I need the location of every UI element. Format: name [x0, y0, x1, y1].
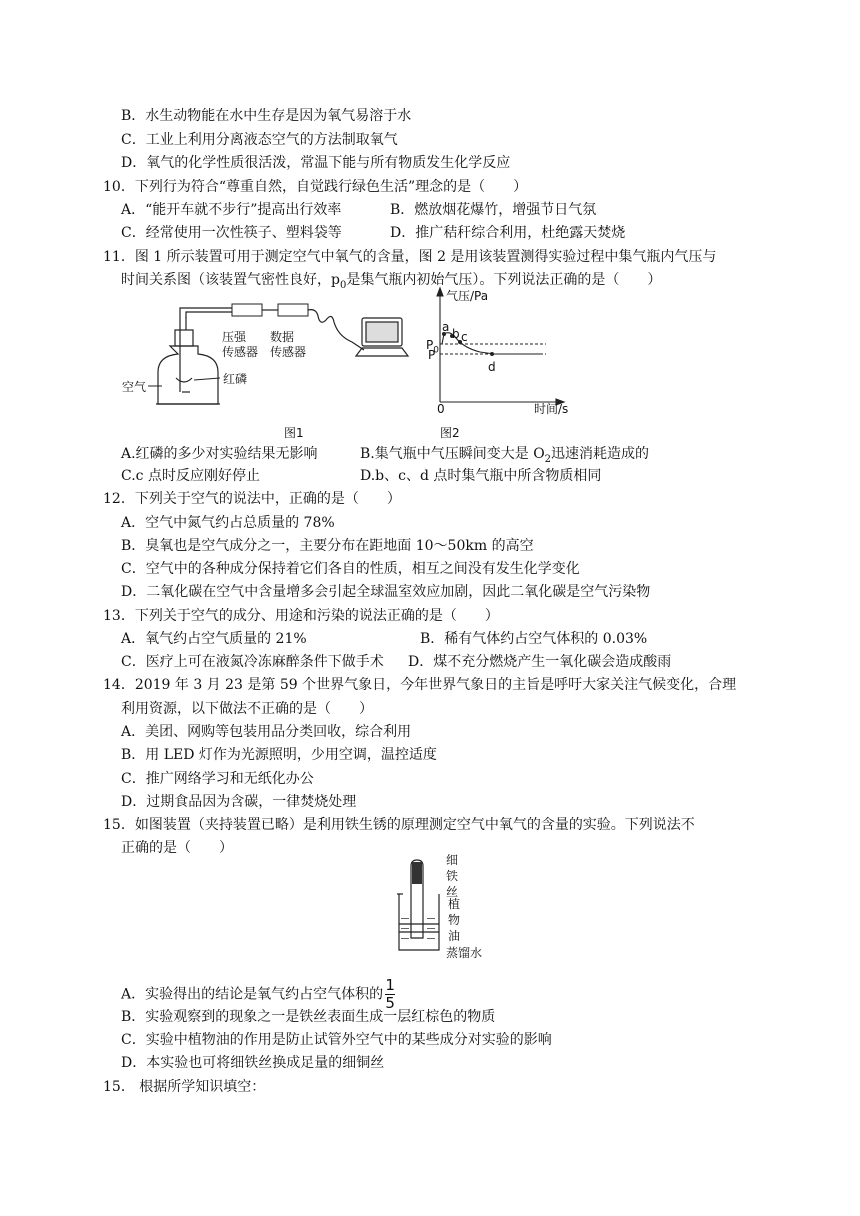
q10-option-a: A．“能开车就不步行”提高出行效率	[121, 202, 342, 218]
q13-option-b: B．稀有气体约占空气体积的 0.03%	[420, 631, 648, 647]
q14-stem-line2: 利用资源，以下做法不正确的是（ ）	[121, 701, 373, 717]
q14-stem-line1: 14．2019 年 3 月 23 是第 59 个世界气象日，今年世界气象日的主旨是呼吁大家关注气候变化，合理	[103, 677, 737, 693]
q15-option-b: B．实验观察到的现象之一是铁丝表面生成一层红棕色的物质	[121, 1009, 496, 1025]
q13-stem: 13．下列关于空气的成分、用途和污染的说法正确的是（ ）	[103, 608, 499, 624]
graph-ylabel: 气压/Pa	[446, 289, 489, 303]
figure-1-apparatus	[120, 292, 420, 442]
q11-stem-line1: 11．图 1 所示装置可用于测定空气中氧气的含量，图 2 是用该装置测得实验过程中集气瓶内气压与	[103, 249, 717, 265]
iron-wire-label-3: 丝	[446, 885, 459, 899]
fraction-denominator: 5	[385, 994, 395, 1012]
data-sensor-label	[270, 330, 306, 360]
iron-wire-label-1: 细	[446, 853, 459, 867]
q11-option-a: A.红磷的多少对实验结果无影响	[121, 446, 318, 462]
plant-oil-label	[448, 896, 460, 944]
q12-option-a: A．空气中氮气约占总质量的 78%	[121, 515, 335, 531]
q13-option-c: C．医疗上可在液氮冷冻麻醉条件下做手术	[121, 654, 384, 670]
graph-xlabel: 时间/s	[534, 402, 569, 416]
plant-oil-label-2: 物	[448, 913, 461, 927]
q9-option-c: C．工业上利用分离液态空气的方法制取氧气	[121, 132, 398, 148]
beaker	[399, 894, 439, 950]
q9-option-d: D．氧气的化学性质很活泼，常温下能与所有物质发生化学反应	[121, 155, 511, 171]
fraction-numerator: 1	[385, 976, 395, 994]
q14-option-b: B．用 LED 灯作为光源照明，少用空调，温控适度	[121, 747, 437, 763]
p0-letter: P	[426, 338, 434, 352]
q14-option-a: A．美团、网购等包装用品分类回收，综合利用	[121, 724, 412, 740]
point-d	[490, 352, 494, 356]
q10-option-b: B．燃放烟花爆竹，增强节日气氛	[390, 202, 597, 218]
q10-option-c: C．经常使用一次性筷子、塑料袋等	[121, 225, 342, 241]
q11-option-b	[360, 445, 649, 469]
q15-option-c: C．实验中植物油的作用是防止试管外空气中的某些成分对实验的影响	[121, 1032, 552, 1048]
data-sensor-box	[278, 304, 308, 316]
figure-1-caption: 图1	[284, 426, 304, 440]
q10-option-d: D．推广秸秆综合利用，杜绝露天焚烧	[390, 225, 626, 241]
red-phosphorus-label: 红磷	[223, 372, 248, 386]
iron-wire-apparatus	[395, 858, 445, 958]
q16-stem: 15． 根据所学知识填空：	[103, 1079, 266, 1095]
pressure-sensor-label	[222, 330, 258, 360]
q11-option-b-sub: 2	[544, 453, 552, 465]
q15-option-a-text: A．实验得出的结论是氧气约占空气体积的	[121, 986, 384, 1003]
q13-option-a: A．氧气约占空气质量的 21%	[121, 631, 307, 647]
one-fifth-fraction	[385, 978, 395, 1011]
q11-stem-text-a: 时间关系图（该装置气密性良好，p	[121, 272, 340, 288]
q10-stem: 10．下列行为符合“尊重自然，自觉践行绿色生活”理念的是（ ）	[103, 179, 528, 195]
phosphorus-pointer	[194, 378, 220, 380]
iron-wire-label	[446, 852, 458, 900]
iron-wire-coil	[412, 862, 422, 884]
data-sensor-label-line2: 传感器	[270, 345, 307, 359]
q11-option-b-text-b: 迅速消耗造成的	[551, 446, 650, 462]
gas-bottle	[156, 317, 220, 404]
beaker-dashes	[401, 918, 435, 939]
figure-2-graph	[420, 286, 570, 416]
point-a-label: a	[442, 320, 450, 334]
graph-origin: 0	[437, 402, 445, 416]
q15-option-d: D．本实验也可将细铁丝换成足量的细铜丝	[121, 1055, 385, 1071]
figure-2-caption: 图2	[440, 426, 460, 440]
q14-option-c: C．推广网络学习和无纸化办公	[121, 771, 314, 787]
point-c-label: c	[461, 330, 468, 344]
distilled-water-label: 蒸馏水	[446, 946, 483, 960]
pressure-sensor-label-line1: 压强	[222, 330, 247, 344]
pressure-sensor-label-line2: 传感器	[222, 345, 259, 359]
y-axis-arrow	[437, 288, 443, 296]
q15-option-a	[121, 978, 395, 1011]
plant-oil-label-1: 植	[448, 897, 461, 911]
q11-stem-sub: 0	[339, 279, 347, 291]
data-sensor-label-line1: 数据	[270, 330, 295, 344]
q15-stem-line1: 15．如图装置（夹持装置已略）是利用铁生锈的原理测定空气中氧气的含量的实验。下列说法不	[103, 817, 695, 833]
q15-stem-line2: 正确的是（ ）	[121, 840, 233, 856]
air-label: 空气	[122, 380, 147, 394]
graph-p-label: P	[428, 348, 436, 362]
q12-option-d: D．二氧化碳在空气中含量增多会引起全球温室效应加剧，因此二氧化碳是空气污染物	[121, 584, 651, 600]
q13-option-d: D．煤不充分燃烧产生一氧化碳会造成酸雨	[408, 654, 672, 670]
q11-option-c: C.c 点时反应刚好停止	[121, 468, 260, 484]
point-b-label: b	[452, 327, 460, 341]
q14-option-d: D．过期食品因为含碳，一律焚烧处理	[121, 794, 357, 810]
pressure-sensor-box	[232, 304, 262, 316]
q11-stem-text-b: 是集气瓶内初始气压）。下列说法正确的是（ ）	[346, 272, 662, 288]
q11-option-b-text-a: B.集气瓶中气压瞬间变大是 O	[360, 446, 545, 462]
iron-wire-label-2: 铁	[446, 869, 459, 883]
point-d-label: d	[488, 360, 496, 374]
q9-option-b: B．水生动物能在水中生存是因为氧气易溶于水	[121, 108, 412, 124]
plant-oil-label-3: 油	[448, 929, 461, 943]
q12-option-b: B．臭氧也是空气成分之一，主要分布在距地面 10～50km 的高空	[121, 538, 534, 554]
p0-subscript: 0	[433, 345, 439, 356]
q12-stem: 12．下列关于空气的说法中，正确的是（ ）	[103, 491, 401, 507]
q12-option-c: C．空气中的各种成分保持着它们各自的性质，相互之间没有发生化学变化	[121, 561, 580, 577]
q11-option-d: D.b、c、d 点时集气瓶中所含物质相同	[360, 468, 602, 484]
